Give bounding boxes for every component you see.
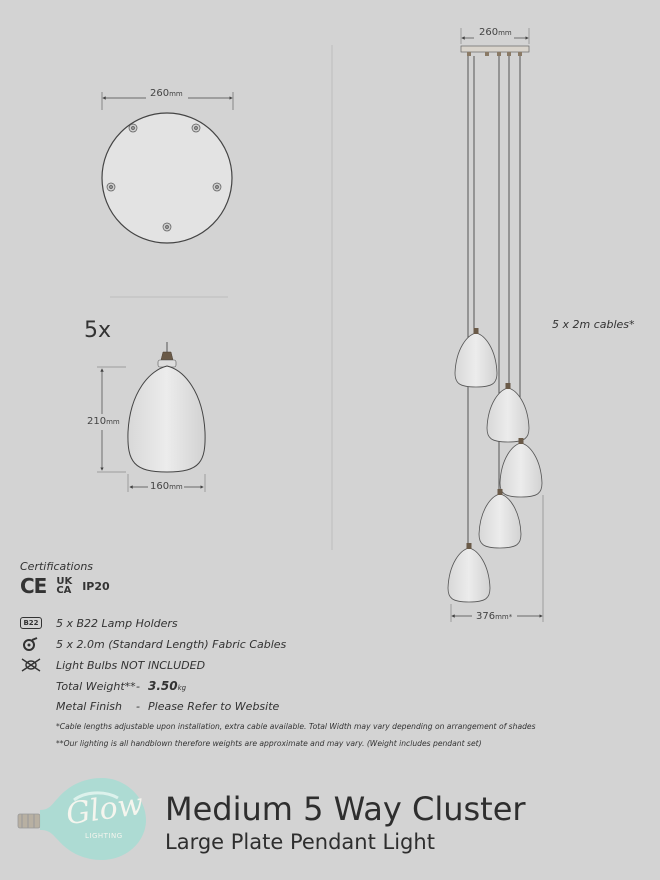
lamp-holders-text: 5 x B22 Lamp Holders bbox=[56, 616, 178, 630]
spec-bulbs bbox=[20, 657, 205, 673]
product-title: Medium 5 Way Cluster bbox=[165, 790, 526, 828]
ceiling-plate-top-view bbox=[102, 92, 233, 243]
product-subtitle: Large Plate Pendant Light bbox=[165, 830, 435, 854]
spec-lamp-holders bbox=[20, 615, 178, 631]
logo-sub: LIGHTING bbox=[85, 832, 123, 840]
certification-marks bbox=[20, 574, 110, 598]
no-bulb-icon bbox=[20, 657, 42, 673]
logo-script: Glow bbox=[63, 786, 146, 833]
shade-height-label: 210mm bbox=[87, 416, 120, 427]
plate-width-label: 260mm bbox=[150, 88, 183, 99]
spec-cables bbox=[20, 636, 286, 652]
ip-rating: IP20 bbox=[82, 579, 110, 593]
cable-icon bbox=[20, 636, 42, 652]
spec-finish: Metal Finish - Please Refer to Website bbox=[56, 700, 280, 713]
footnote-weight: **Our lighting is all handblown therefore weights are approximate and may vary. (Weight includes pendant set) bbox=[56, 739, 482, 748]
footnote-cable: *Cable lengths adjustable upon installation, extra cable available. Total Width may vary depending on arrangement of shades bbox=[56, 722, 536, 731]
bulbs-text: Light Bulbs NOT INCLUDED bbox=[56, 658, 206, 672]
lamp-holder-icon: B22 bbox=[20, 615, 42, 631]
certifications-heading: Certifications bbox=[20, 560, 94, 573]
cluster-side-view bbox=[448, 28, 543, 622]
spec-weight: Total Weight** - 3.50 kg bbox=[56, 679, 187, 693]
cluster-plate-width-label: 260mm bbox=[479, 27, 512, 38]
shade-width-label: 160mm bbox=[150, 481, 183, 492]
cluster-total-width-label: 376mm* bbox=[476, 611, 513, 622]
cables-text: 5 x 2.0m (Standard Length) Fabric Cables bbox=[56, 637, 287, 651]
ce-mark-icon: CE bbox=[20, 574, 47, 598]
cable-note: 5 x 2m cables* bbox=[552, 318, 635, 331]
ukca-mark-icon: UK CA bbox=[56, 576, 73, 596]
shade-quantity: 5x bbox=[84, 318, 112, 343]
